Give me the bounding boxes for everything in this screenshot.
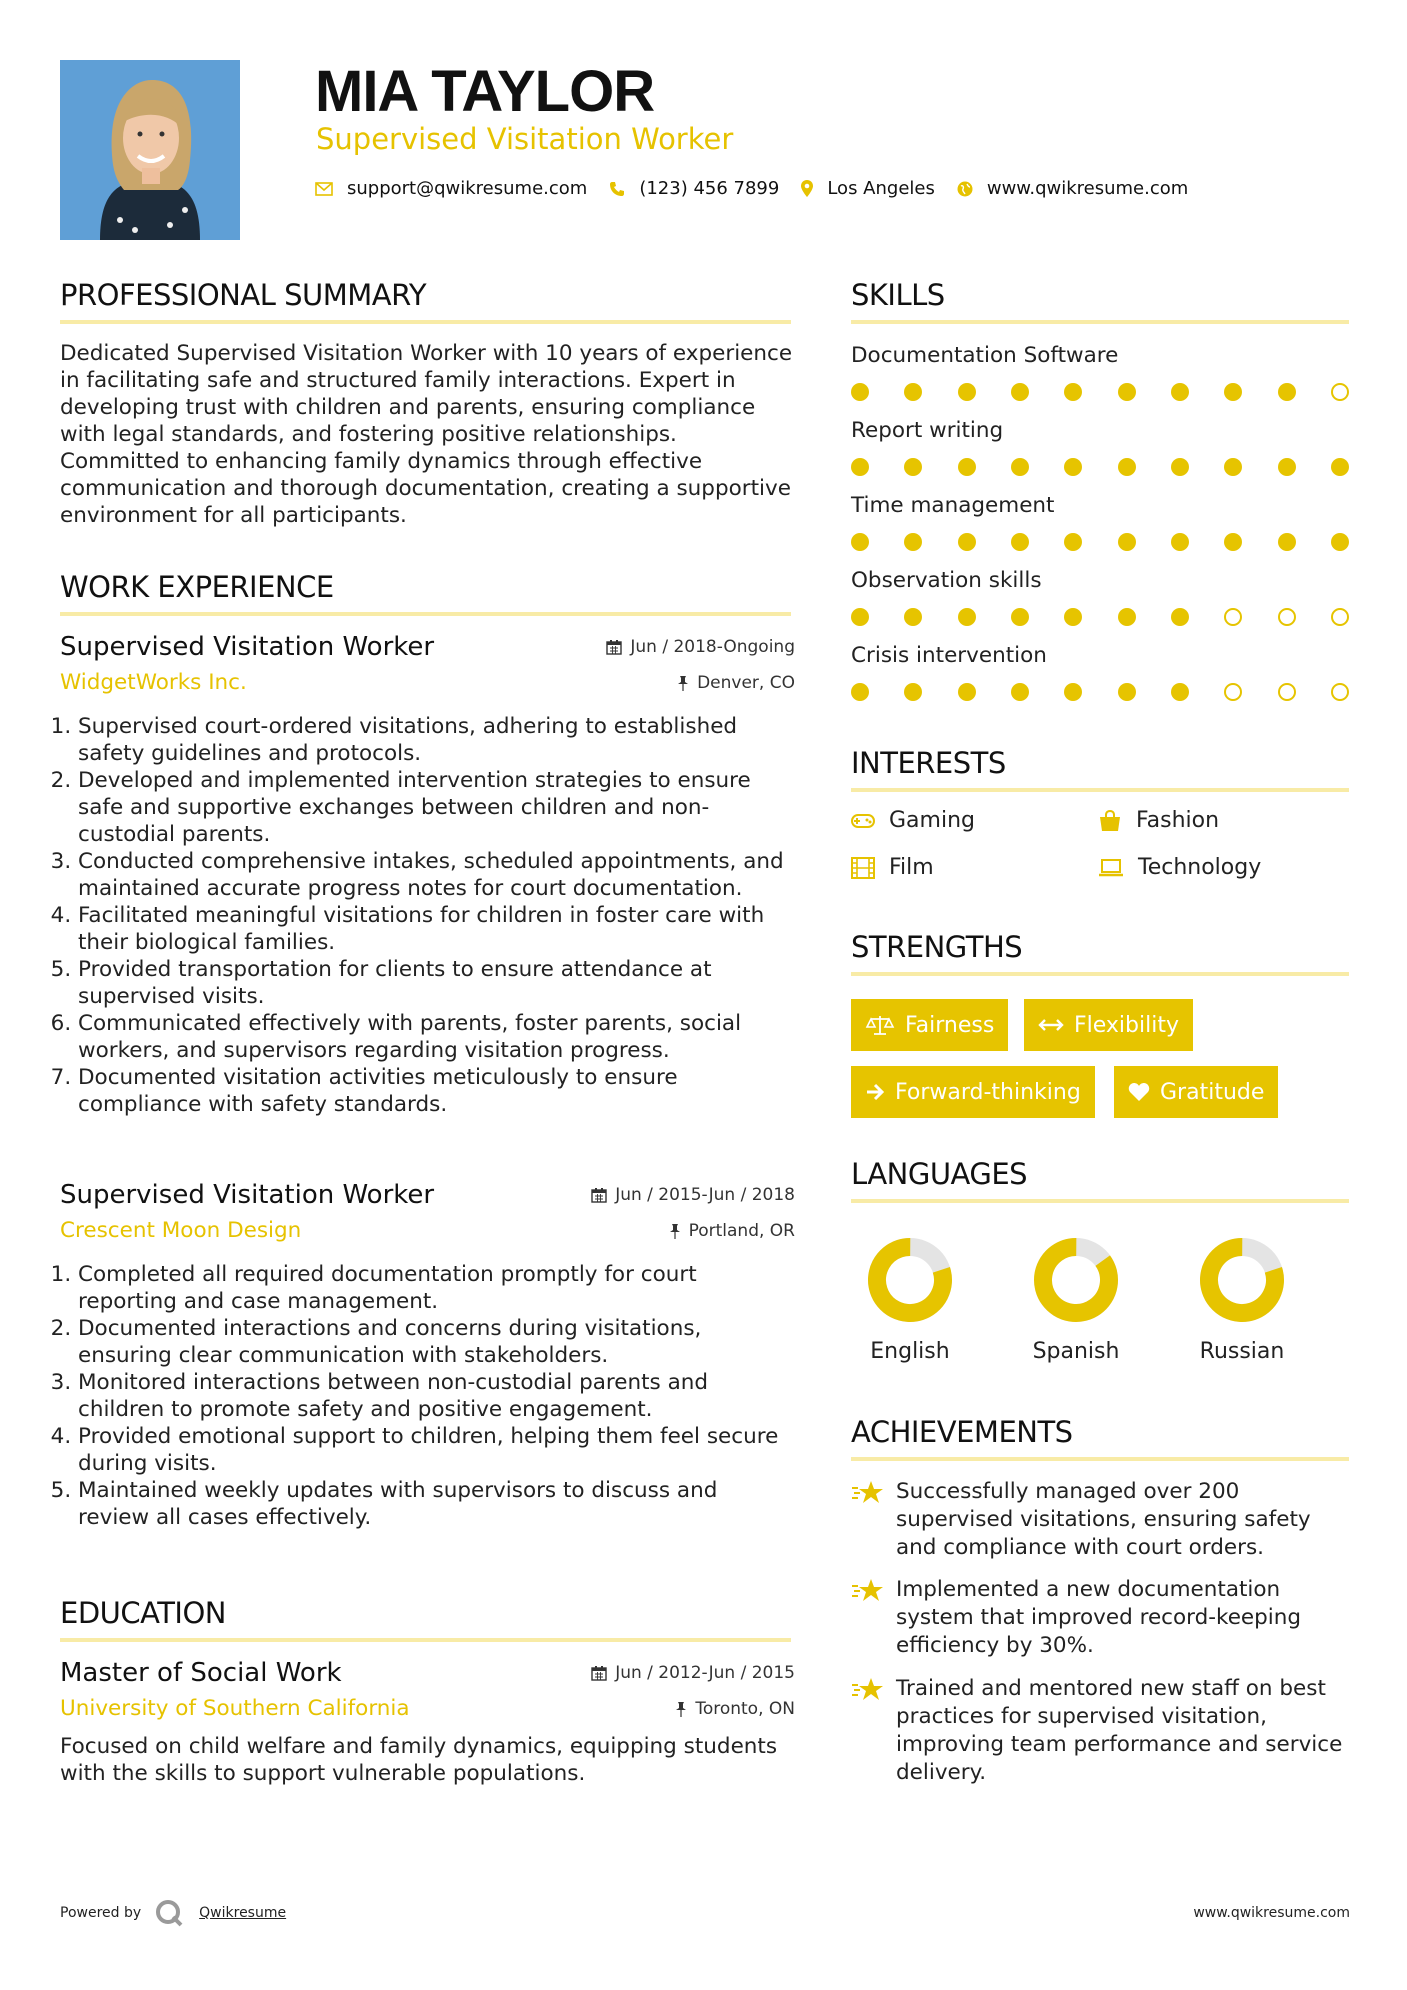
achievement-item [851,1478,1351,1562]
interest-item [851,808,975,833]
rating-dot-filled [1331,458,1349,476]
interest-item [1098,855,1261,880]
rating-dot-filled [1171,608,1189,626]
rating-dot-filled [904,608,922,626]
education-location [675,1699,795,1719]
rating-dot-filled [1118,458,1136,476]
skills-rule [851,320,1349,324]
job-date-text: Jun / 2015-Jun / 2018 [615,1185,795,1205]
contact-location-text: Los Angeles [827,178,935,199]
rating-dot-filled [1171,458,1189,476]
envelope-icon [315,182,333,196]
contact-email-text: support@qwikresume.com [347,178,588,199]
contact-website-text: www.qwikresume.com [986,178,1189,199]
language-donut [865,1235,955,1325]
summary-rule [60,320,791,324]
rating-dot-filled [1278,383,1296,401]
experience-heading: WORK EXPERIENCE [60,570,334,604]
job-location-text: Portland, OR [688,1220,795,1241]
interest-label: Gaming [889,808,975,833]
languages-rule [851,1199,1349,1203]
rating-dot-filled [851,458,869,476]
skill-rating [851,683,1349,701]
strengths-heading: STRENGTHS [851,930,1023,964]
rating-dot-filled [851,533,869,551]
strength-tag [851,999,1008,1051]
languages-heading: LANGUAGES [851,1157,1028,1191]
rating-dot-filled [1331,533,1349,551]
rating-dot-filled [958,608,976,626]
job-role: Supervised Visitation Worker [60,632,435,662]
skill-name: Report writing [851,418,1004,443]
rating-dot-empty [1278,608,1296,626]
education-date [591,1663,795,1683]
interest-item [1098,808,1219,833]
star-icon [851,1675,896,1787]
interests-rule [851,788,1349,792]
job-company: WidgetWorks Inc. [60,670,247,695]
skills-heading: SKILLS [851,278,945,312]
globe-icon [957,181,973,197]
education-date-text: Jun / 2012-Jun / 2015 [615,1663,795,1683]
rating-dot-filled [1224,383,1242,401]
star-icon [851,1576,896,1660]
pushpin-icon [669,1223,681,1239]
job-location [677,673,795,693]
job-duties-list [60,1261,795,1531]
star-icon [851,1478,896,1562]
rating-dot-filled [1171,683,1189,701]
skill-rating [851,533,1349,551]
footer-powered-by [60,1899,286,1927]
list-item: 5. Provided transportation for clients to ensure attendance at supervised visits. [78,956,795,1010]
powered-by-label: Powered by [60,1905,142,1921]
contact-bar [315,178,1210,199]
rating-dot-filled [958,458,976,476]
pushpin-icon [675,1701,687,1717]
achievement-text: Implemented a new documentation system that improved record-keeping efficiency by 30%. [896,1577,1302,1658]
education-description: Focused on child welfare and family dynamics, equipping students with the skills to support vulnerable populations. [60,1734,778,1786]
contact-phone[interactable] [609,178,779,199]
list-item: 3. Monitored interactions between non-custodial parents and children to promote safety and positive engagement. [78,1369,795,1423]
candidate-title: Supervised Visitation Worker [316,122,734,156]
list-item: 7. Documented visitation activities meticulously to ensure compliance with safety standards. [78,1064,795,1118]
phone-icon [609,181,625,197]
rating-dot-filled [1064,533,1082,551]
rating-dot-filled [904,683,922,701]
language-donut [1031,1235,1121,1325]
list-item: 6. Communicated effectively with parents, foster parents, social workers, and supervisors regarding visitation progress. [78,1010,795,1064]
achievements-heading: ACHIEVEMENTS [851,1415,1073,1449]
education-heading: EDUCATION [60,1596,227,1630]
rating-dot-filled [958,383,976,401]
calendar-icon [606,639,622,655]
education-entry [60,1658,795,1787]
qwikresume-link[interactable]: Qwikresume [199,1905,287,1921]
skill-name: Documentation Software [851,343,1119,368]
skill-name: Time management [851,493,1055,518]
rating-dot-empty [1331,608,1349,626]
job-date [591,1185,795,1205]
experience-rule [60,612,791,616]
rating-dot-filled [1064,608,1082,626]
summary-heading: PROFESSIONAL SUMMARY [60,278,427,312]
strengths-rule [851,972,1349,976]
rating-dot-filled [904,458,922,476]
strength-label: Forward-thinking [895,1079,1081,1105]
achievement-text: Trained and mentored new staff on best practices for supervised visitation, improving team performance and service delivery. [896,1676,1343,1785]
contact-location [801,178,935,199]
film-icon [851,857,875,879]
rating-dot-empty [1331,683,1349,701]
job-entry [60,1180,795,1531]
degree-name: Master of Social Work [60,1658,342,1688]
contact-email[interactable] [315,178,587,199]
summary-text: Dedicated Supervised Visitation Worker with 10 years of experience in facilitating safe and structured family interactions. Expert in developing trust with children and parents, ensuring compliance with legal standards, and fostering positive relationships. Committed to enhancing family dynamics through effective communication and thorough documentation, creating a supportive environment for all participants. [60,341,793,528]
rating-dot-filled [851,608,869,626]
rating-dot-filled [1224,458,1242,476]
contact-phone-text: (123) 456 7899 [639,178,780,199]
job-location [669,1221,795,1241]
rating-dot-filled [1278,533,1296,551]
skill-rating [851,458,1349,476]
job-role: Supervised Visitation Worker [60,1180,435,1210]
calendar-icon [591,1187,607,1203]
interest-label: Film [889,855,934,880]
balance-scale-icon [865,1014,895,1036]
skill-row [851,343,1351,401]
rating-dot-filled [851,383,869,401]
candidate-name: MIA TAYLOR [315,59,655,124]
school-name: University of Southern California [60,1696,410,1721]
rating-dot-empty [1224,608,1242,626]
education-rule [60,1638,791,1642]
education-location-text: Toronto, ON [695,1698,795,1719]
skill-name: Observation skills [851,568,1042,593]
strength-tag [1114,1066,1278,1118]
skill-name: Crisis intervention [851,643,1047,668]
strength-label: Flexibility [1074,1012,1179,1038]
profile-photo [60,60,240,240]
rating-dot-filled [904,533,922,551]
rating-dot-filled [1064,383,1082,401]
interest-label: Fashion [1136,808,1220,833]
skill-rating [851,608,1349,626]
rating-dot-empty [1278,683,1296,701]
rating-dot-filled [1171,383,1189,401]
rating-dot-filled [1171,533,1189,551]
strength-tag [851,1066,1095,1118]
list-item: 3. Conducted comprehensive intakes, scheduled appointments, and maintained accurate progress notes for court documentation. [78,848,795,902]
rating-dot-empty [1224,683,1242,701]
skill-row [851,568,1351,626]
map-pin-icon [801,180,813,197]
rating-dot-filled [1224,533,1242,551]
job-entry [60,632,795,1118]
shopping-bag-icon [1098,810,1122,832]
rating-dot-filled [1011,608,1029,626]
list-item: 1. Supervised court-ordered visitations, adhering to established safety guidelines and protocols. [78,713,795,767]
achievement-text: Successfully managed over 200 supervised visitations, ensuring safety and compliance with court orders. [896,1479,1311,1560]
achievement-item [851,1576,1351,1660]
interest-label: Technology [1138,855,1262,880]
rating-dot-filled [1011,383,1029,401]
list-item: 4. Facilitated meaningful visitations for children in foster care with their biological families. [78,902,795,956]
skill-row [851,418,1351,476]
list-item: 2. Documented interactions and concerns during visitations, ensuring clear communication with stakeholders. [78,1315,795,1369]
qwikresume-logo-icon [155,1899,185,1927]
laptop-icon [1098,858,1124,878]
language-donut [1197,1235,1287,1325]
interests-heading: INTERESTS [851,746,1006,780]
list-item: 5. Maintained weekly updates with supervisors to discuss and review all cases effectively. [78,1477,795,1531]
interest-item [851,855,934,880]
rating-dot-filled [1118,608,1136,626]
job-location-text: Denver, CO [697,672,795,693]
skill-rating [851,383,1349,401]
language-item [850,1235,970,1364]
rating-dot-filled [904,383,922,401]
rating-dot-filled [958,533,976,551]
rating-dot-empty [1331,383,1349,401]
heart-icon [1128,1082,1150,1102]
strength-label: Fairness [905,1012,995,1038]
rating-dot-filled [1011,533,1029,551]
strength-tag [1024,999,1193,1051]
language-item [1182,1235,1302,1364]
arrow-right-icon [865,1083,885,1101]
language-name: English [870,1339,950,1364]
calendar-icon [591,1665,607,1681]
rating-dot-filled [1118,383,1136,401]
rating-dot-filled [958,683,976,701]
rating-dot-filled [1011,683,1029,701]
achievement-item [851,1675,1351,1787]
donut-fill [1031,1235,1121,1325]
rating-dot-filled [1011,458,1029,476]
rating-dot-filled [1064,683,1082,701]
footer-website[interactable]: www.qwikresume.com [1193,1905,1350,1921]
rating-dot-filled [1118,683,1136,701]
skill-row [851,643,1351,701]
gamepad-icon [851,814,875,828]
rating-dot-filled [1278,458,1296,476]
strength-label: Gratitude [1160,1079,1265,1105]
skill-row [851,493,1351,551]
language-name: Spanish [1032,1339,1120,1364]
list-item: 4. Provided emotional support to children, helping them feel secure during visits. [78,1423,795,1477]
list-item: 2. Developed and implemented intervention strategies to ensure safe and supportive exchanges between children and non-custodial parents. [78,767,795,848]
achievements-rule [851,1457,1349,1461]
contact-website[interactable] [957,178,1188,199]
job-duties-list [60,713,795,1118]
language-item [1016,1235,1136,1364]
list-item: 1. Completed all required documentation promptly for court reporting and case management. [78,1261,795,1315]
language-name: Russian [1199,1339,1285,1364]
pushpin-icon [677,675,689,691]
rating-dot-filled [1064,458,1082,476]
arrows-horizontal-icon [1038,1018,1064,1032]
rating-dot-filled [1118,533,1136,551]
job-date [606,637,795,657]
job-company: Crescent Moon Design [60,1218,302,1243]
rating-dot-filled [851,683,869,701]
job-date-text: Jun / 2018-Ongoing [630,637,795,657]
